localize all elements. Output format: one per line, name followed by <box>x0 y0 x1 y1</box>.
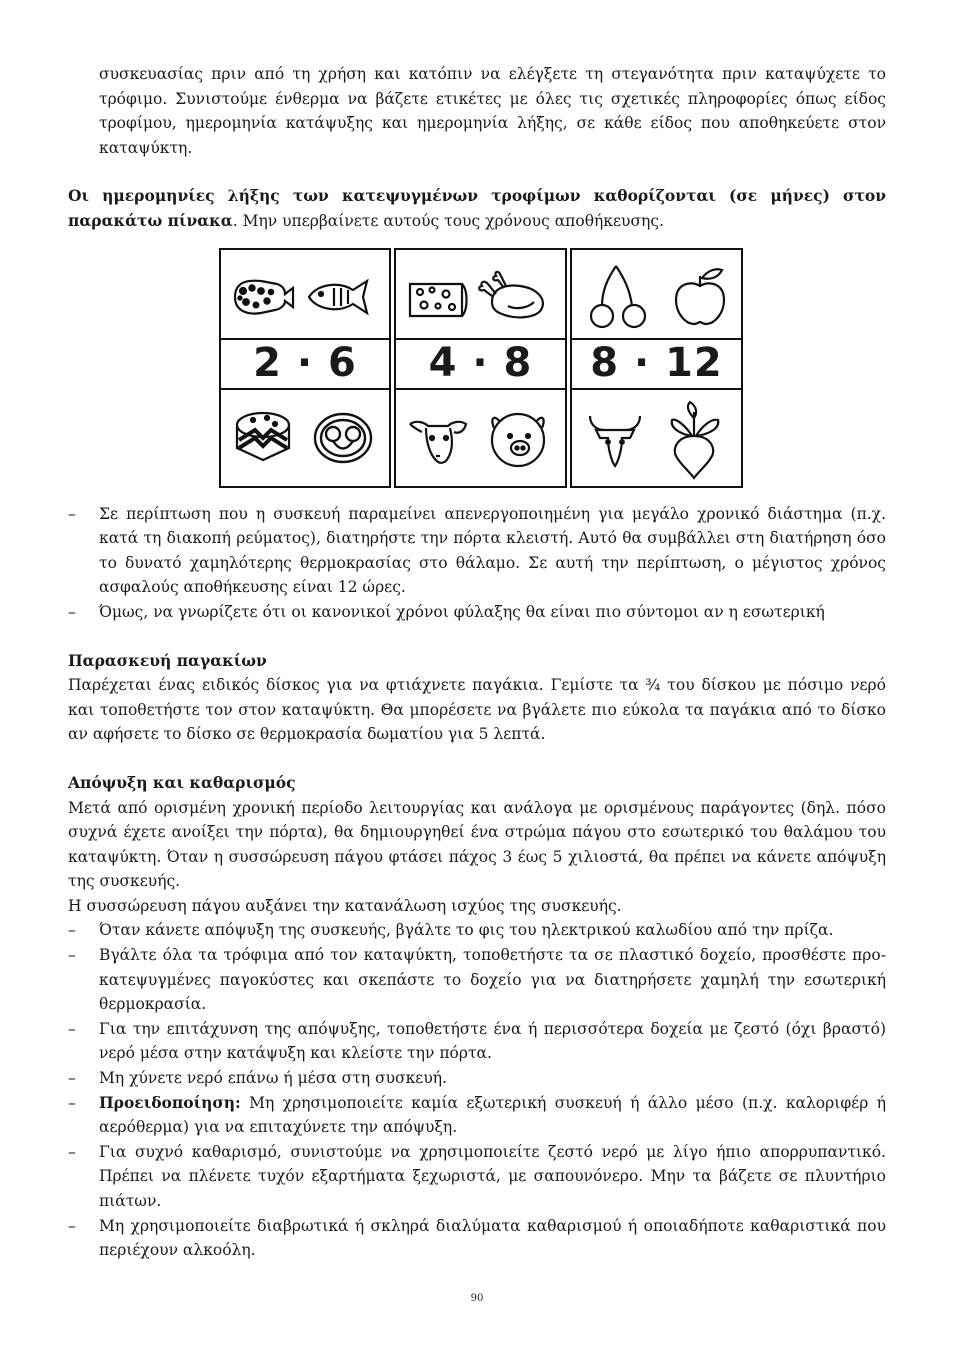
expiry-paragraph <box>68 184 886 233</box>
cow-icon <box>590 416 640 466</box>
dash-mark: – <box>68 504 76 523</box>
cake-icon <box>237 413 289 460</box>
expiry-rest: . Μην υπερβαίνετε αυτούς τους χρόνους αποθήκευσης. <box>232 211 664 230</box>
fish-icon <box>309 281 367 313</box>
pig-icon <box>492 414 544 466</box>
beetroot-icon <box>672 402 719 478</box>
warning-label: Προειδοποίηση: <box>99 1092 241 1112</box>
list-item-text: Μη χύνετε νερό επάνω ή μέσα στη συσκευή. <box>99 1069 447 1088</box>
list-item-text: Όμως, να γνωρίζετε ότι οι κανονικοί χρόνοι φύλαξης θα είναι πιο σύντομοι αν η εσωτερική <box>99 602 825 621</box>
list-item <box>68 1017 886 1066</box>
dash-mark: – <box>68 921 76 940</box>
cell-top-3 <box>570 248 743 340</box>
list-item <box>68 1214 886 1263</box>
pretzel-icon <box>315 414 371 462</box>
list-item-text: Για συχνό καθαρισμό, συνιστούμε να χρησιμοποιείτε ζεστό νερό με λίγο ήπιο απορρυπαντικό. Πρέπει να πλένετε τυχόν εξαρτήματα ξεχωριστά, με σαπουνόνερο. Μην τα βάζετε σε πλυντήριο πιάτων. <box>99 1142 886 1210</box>
cell-top-2 <box>394 248 567 340</box>
months-8-12: 8 · 12 <box>570 338 743 390</box>
list-item <box>68 918 886 943</box>
months-4-8: 4 · 8 <box>394 338 567 390</box>
storage-time-table <box>219 248 743 488</box>
power-failure-list <box>68 502 886 625</box>
defrost-heading: Απόψυξη και καθαρισμός <box>68 772 296 792</box>
cell-top-1 <box>219 248 391 340</box>
expiry-bold: Οι ημερομηνίες λήξης των κατεψυγμένων τροφίμων καθορίζονται (σε μήνες) στον παρακάτω πίνακα <box>68 186 886 230</box>
dash-mark: – <box>68 1069 76 1088</box>
sausage-icon <box>235 280 293 313</box>
defrost-text-2: Η συσσώρευση πάγου αυξάνει την κατανάλωση ισχύος της συσκευής. <box>68 896 622 915</box>
list-item <box>68 1140 886 1214</box>
dash-mark: – <box>68 602 76 621</box>
sheep-icon <box>410 421 466 462</box>
dash-mark: – <box>68 1019 76 1038</box>
list-item-text: Για την επιτάχυνση της απόψυξης, τοποθετήστε ένα ή περισσότερα δοχεία με ζεστό (όχι βραστό) νερό μέσα στην κατάψυξη και κλείστε την πόρτα. <box>99 1019 886 1063</box>
cheese-icon <box>410 284 467 316</box>
ice-heading: Παρασκευή παγακίων <box>68 650 267 670</box>
page-number: 90 <box>470 1293 484 1304</box>
dash-mark: – <box>68 1142 76 1161</box>
defrost-list <box>68 918 886 1262</box>
chicken-icon <box>479 271 543 317</box>
dash-mark: – <box>68 1216 76 1235</box>
cell-bottom-3 <box>570 388 743 488</box>
cell-bottom-2 <box>394 388 567 488</box>
ice-text: Παρέχεται ένας ειδικός δίσκος για να φτιάχνετε παγάκια. Γεμίστε τα ¾ του δίσκου με πόσιμο νερό και τοποθετήστε τον στον καταψύκτη. Θα μπορέσετε να βγάλετε πιο εύκολα τα παγάκια από το δίσκο αν αφήσετε το δίσκο σε θερμοκρασία δωματίου για 5 λεπτά. <box>68 676 886 744</box>
list-item <box>68 600 886 625</box>
list-item-text: Μη χρησιμοποιείτε καμία εξωτερική συσκευή ή άλλο μέσο (π.χ. καλοριφέρ ή αερόθερμα) για να επιταχύνετε την απόψυξη. <box>99 1093 886 1137</box>
list-item-text: Όταν κάνετε απόψυξη της συσκευής, βγάλτε το φις του ηλεκτρικού καλωδίου από την πρίζα. <box>99 921 834 940</box>
dash-mark: – <box>68 1093 76 1112</box>
cherries-icon <box>591 266 645 327</box>
list-item-text: Σε περίπτωση που η συσκευή παραμείνει απενεργοποιημένη για μεγάλο χρονικό διάστημα (π.χ. κατά τη διακοπή ρεύματος), διατηρήστε την πόρτα κλειστή. Αυτό θα συμβάλλει στη διατήρηση όσο το δυνατό χαμηλότερης θερμοκρασίας στο θάλαμο. Σε αυτή την περίπτωση, ο μέγιστος χρόνος ασφαλούς αποθήκευσης είναι 12 ώρες. <box>99 504 886 597</box>
list-item <box>68 502 886 600</box>
cell-bottom-1 <box>219 388 391 488</box>
list-item <box>68 1091 886 1140</box>
page-content <box>68 62 886 1263</box>
dash-mark: – <box>68 946 76 965</box>
list-item <box>68 943 886 1017</box>
apple-icon <box>676 269 724 324</box>
intro-paragraph: συσκευασίας πριν από τη χρήση και κατόπιν να ελέγξετε τη στεγανότητα πριν καταψύχετε το τρόφιμο. Συνιστούμε ένθερμα να βάζετε ετικέτες με όλες τις σχετικές πληροφορίες όπως είδος τροφίμου, ημερομηνία κατάψυξης και ημερομηνία λήξης, σε κάθε είδος που αποθηκεύετε στον καταψύκτη. <box>99 65 886 157</box>
defrost-text-1: Μετά από ορισμένη χρονική περίοδο λειτουργίας και ανάλογα με ορισμένους παράγοντες (δηλ. πόσο συχνά έχετε ανοίξει την πόρτα), θα δημιουργηθεί ένα στρώμα πάγου στο εσωτερικό του θαλάμου του καταψύκτη. Όταν η συσσώρευση πάγου φτάσει πάχος 3 έως 5 χιλιοστά, θα πρέπει να κάνετε απόψυξη της συσκευής. <box>68 798 886 891</box>
list-item <box>68 1066 886 1091</box>
list-item-text: Βγάλτε όλα τα τρόφιμα από τον καταψύκτη, τοποθετήστε τα σε πλαστικό δοχείο, προσθέστε προ-κατεψυγμένες παγοκύστες και σκεπάστε το δοχείο για να διατηρήσετε χαμηλή την εσωτερική θερμοκρασία. <box>99 946 886 1014</box>
months-2-6: 2 · 6 <box>219 338 391 390</box>
list-item-text: Μη χρησιμοποιείτε διαβρωτικά ή σκληρά διαλύματα καθαρισμού ή οποιαδήποτε καθαριστικά που περιέχουν αλκοόλη. <box>99 1216 886 1260</box>
